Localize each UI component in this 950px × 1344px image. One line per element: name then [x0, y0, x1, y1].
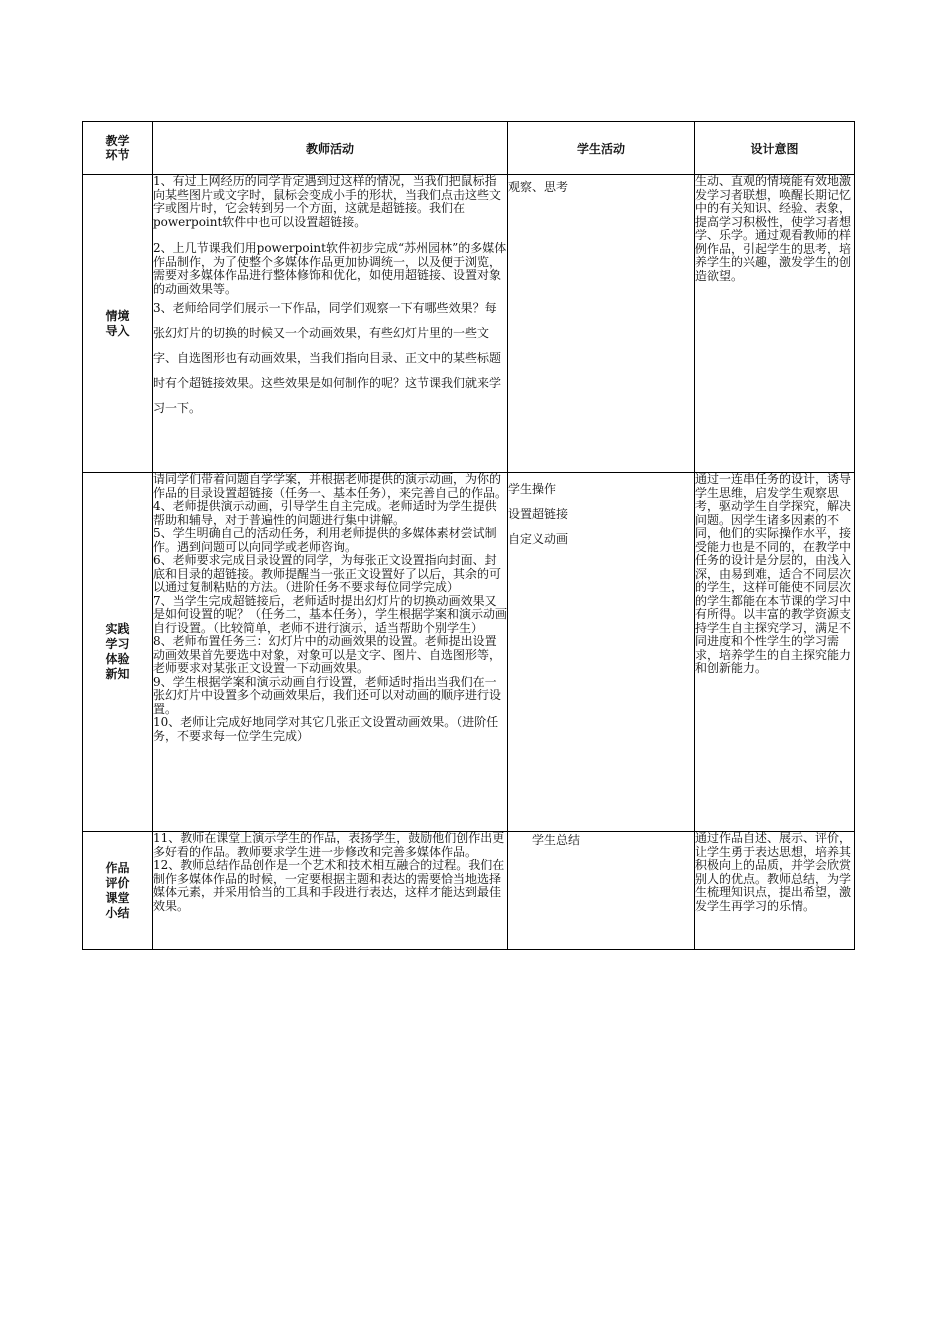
teacher-paragraph: 11、教师在课堂上演示学生的作品，表扬学生，鼓励他们创作出更多好看的作品。教师要求学生进一步修改和完善多媒体作品。 — [153, 831, 505, 859]
header-row — [83, 122, 855, 175]
table-row — [83, 473, 855, 832]
stage-line: 评价 — [105, 875, 130, 890]
student-activity-cell — [508, 832, 695, 950]
student-activity-cell — [508, 175, 695, 473]
table-row — [83, 175, 855, 473]
header-stage-line: 教学 — [105, 134, 130, 148]
teacher-activity-cell — [153, 175, 508, 473]
header-teacher: 教师活动 — [153, 122, 508, 175]
stage-line: 学习 — [105, 637, 130, 651]
student-activity-text: 设置超链接 — [508, 507, 569, 521]
stage-cell — [83, 473, 153, 832]
stage-line: 体验 — [105, 652, 130, 666]
stage-cell — [83, 832, 153, 950]
stage-cell — [83, 175, 153, 473]
design-intent-cell — [695, 473, 855, 832]
student-activity-text: 观察、思考 — [508, 180, 569, 194]
student-activity-cell — [508, 473, 695, 832]
teacher-paragraph: 9、学生根据学案和演示动画自行设置，老师适时指出当我们在一张幻灯片中设置多个动画效果后，我们还可以对动画的顺序进行设置。 — [153, 674, 502, 716]
stage-line: 作品 — [105, 860, 130, 875]
teacher-paragraph: 2、上几节课我们用powerpoint软件初步完成“苏州园林”的多媒体作品制作，为了使整个多媒体作品更加协调统一，以及便于浏览，需要对多媒体作品进行整体修饰和优化，如使用超链接、设置对象的动画效果等。 — [153, 241, 507, 296]
design-intent-text: 生动、直观的情境能有效地激发学习者联想，唤醒长期记忆中的有关知识、经验、表象，提高学习积极性，使学习者想学、乐学。通过观看教师的样例作品，引起学生的思考，培养学生的兴趣，激发学生的创造欲望。 — [695, 174, 852, 283]
teacher-paragraph: 7、当学生完成超链接后，老师适时提出幻灯片的切换动画效果又是如何设置的呢？（任务二，基本任务），学生根据学案和演示动画自行设置。（比较简单，老师不进行演示，适当帮助个别学生） — [153, 593, 508, 635]
teacher-activity-cell — [153, 473, 508, 832]
design-intent-cell — [695, 832, 855, 950]
stage-line: 实践 — [105, 622, 130, 636]
stage-line: 新知 — [105, 667, 130, 681]
student-activity-text: 学生总结 — [532, 833, 581, 847]
teacher-paragraph: 5、学生明确自己的活动任务，利用老师提供的多媒体素材尝试制作。遇到问题可以向同学或老师咨询。 — [153, 526, 497, 554]
teacher-paragraph: 3、老师给同学们展示一下作品，同学们观察一下有哪些效果？每张幻灯片的切换的时候又一个动画效果，有些幻灯片里的一些文字、自选图形也有动画效果，当我们指向目录、正文中的某些标题时有个超链接效果。这些效果是如何制作的呢？这节课我们就来学习一下。 — [153, 301, 502, 415]
header-stage-line: 环节 — [105, 148, 130, 162]
teacher-paragraph: 10、老师让完成好地同学对其它几张正文设置动画效果。（进阶任务，不要求每一位学生完成） — [153, 715, 499, 743]
header-design: 设计意图 — [695, 122, 855, 175]
lesson-plan-table — [82, 121, 855, 950]
teacher-paragraph: 6、老师要求完成目录设置的同学，为每张正文设置指向封面、封底和目录的超链接。教师提醒当一张正文设置好了以后，其余的可以通过复制粘贴的方法。（进阶任务不要求每位同学完成） — [153, 553, 502, 594]
stage-line: 情境 — [105, 308, 130, 323]
table-row — [83, 832, 855, 950]
header-stage — [83, 122, 153, 175]
teacher-paragraph: 8、老师布置任务三：幻灯片中的动画效果的设置。老师提出设置动画效果首先要选中对象，对象可以是文字、图片、自选图形等，老师要求对某张正文设置一下动画效果。 — [153, 634, 502, 675]
design-intent-cell — [695, 175, 855, 473]
teacher-paragraph: 12、教师总结作品创作是一个艺术和技术相互融合的过程。我们在制作多媒体作品的时候，一定要根据主题和表达的需要恰当地选择媒体元素，并采用恰当的工具和手段进行表达，这样才能达到最佳效果。 — [153, 858, 505, 913]
student-activity-text: 自定义动画 — [508, 532, 569, 546]
design-intent-text: 通过作品自述、展示、评价，让学生勇于表达思想，培养其积极向上的品质，并学会欣赏别人的优点。教师总结，为学生梳理知识点，提出希望，激发学生再学习的乐情。 — [695, 831, 852, 913]
stage-line: 导入 — [105, 323, 130, 338]
header-student: 学生活动 — [508, 122, 695, 175]
teacher-paragraph: 请同学们带着问题自学学案，并根据老师提供的演示动画，为你的作品的目录设置超链接（任务一、基本任务），来完善自己的作品。 — [153, 472, 508, 500]
stage-line: 课堂 — [105, 890, 130, 905]
stage-line: 小结 — [105, 905, 130, 920]
student-activity-text: 学生操作 — [508, 482, 557, 496]
teacher-paragraph: 4、老师提供演示动画，引导学生自主完成。老师适时为学生提供帮助和辅导，对于普遍性的问题进行集中讲解。 — [153, 499, 497, 527]
teacher-activity-cell — [153, 832, 508, 950]
design-intent-text: 通过一连串任务的设计，诱导学生思维，启发学生观察思考，驱动学生自学探究，解决问题。因学生诸多因素的不同，他们的实际操作水平，接受能力也是不同的，在教学中任务的设计是分层的，由浅入深，由易到难，适合不同层次的学生，这样可能使不同层次的学生都能在本节课的学习中有所得。以丰富的教学资源支持学生自主探究学习，满足不同进度和个性学生的学习需求，培养学生的自主探究能力和创新能力。 — [695, 472, 852, 675]
teacher-paragraph: 1、有过上网经历的同学肯定遇到过这样的情况，当我们把鼠标指向某些图片或文字时，鼠标会变成小手的形状，当我们点击这些文字或图片时，它会转到另一个方面，这就是超链接。我们在powerpoint软件中也可以设置超链接。 — [153, 174, 502, 229]
